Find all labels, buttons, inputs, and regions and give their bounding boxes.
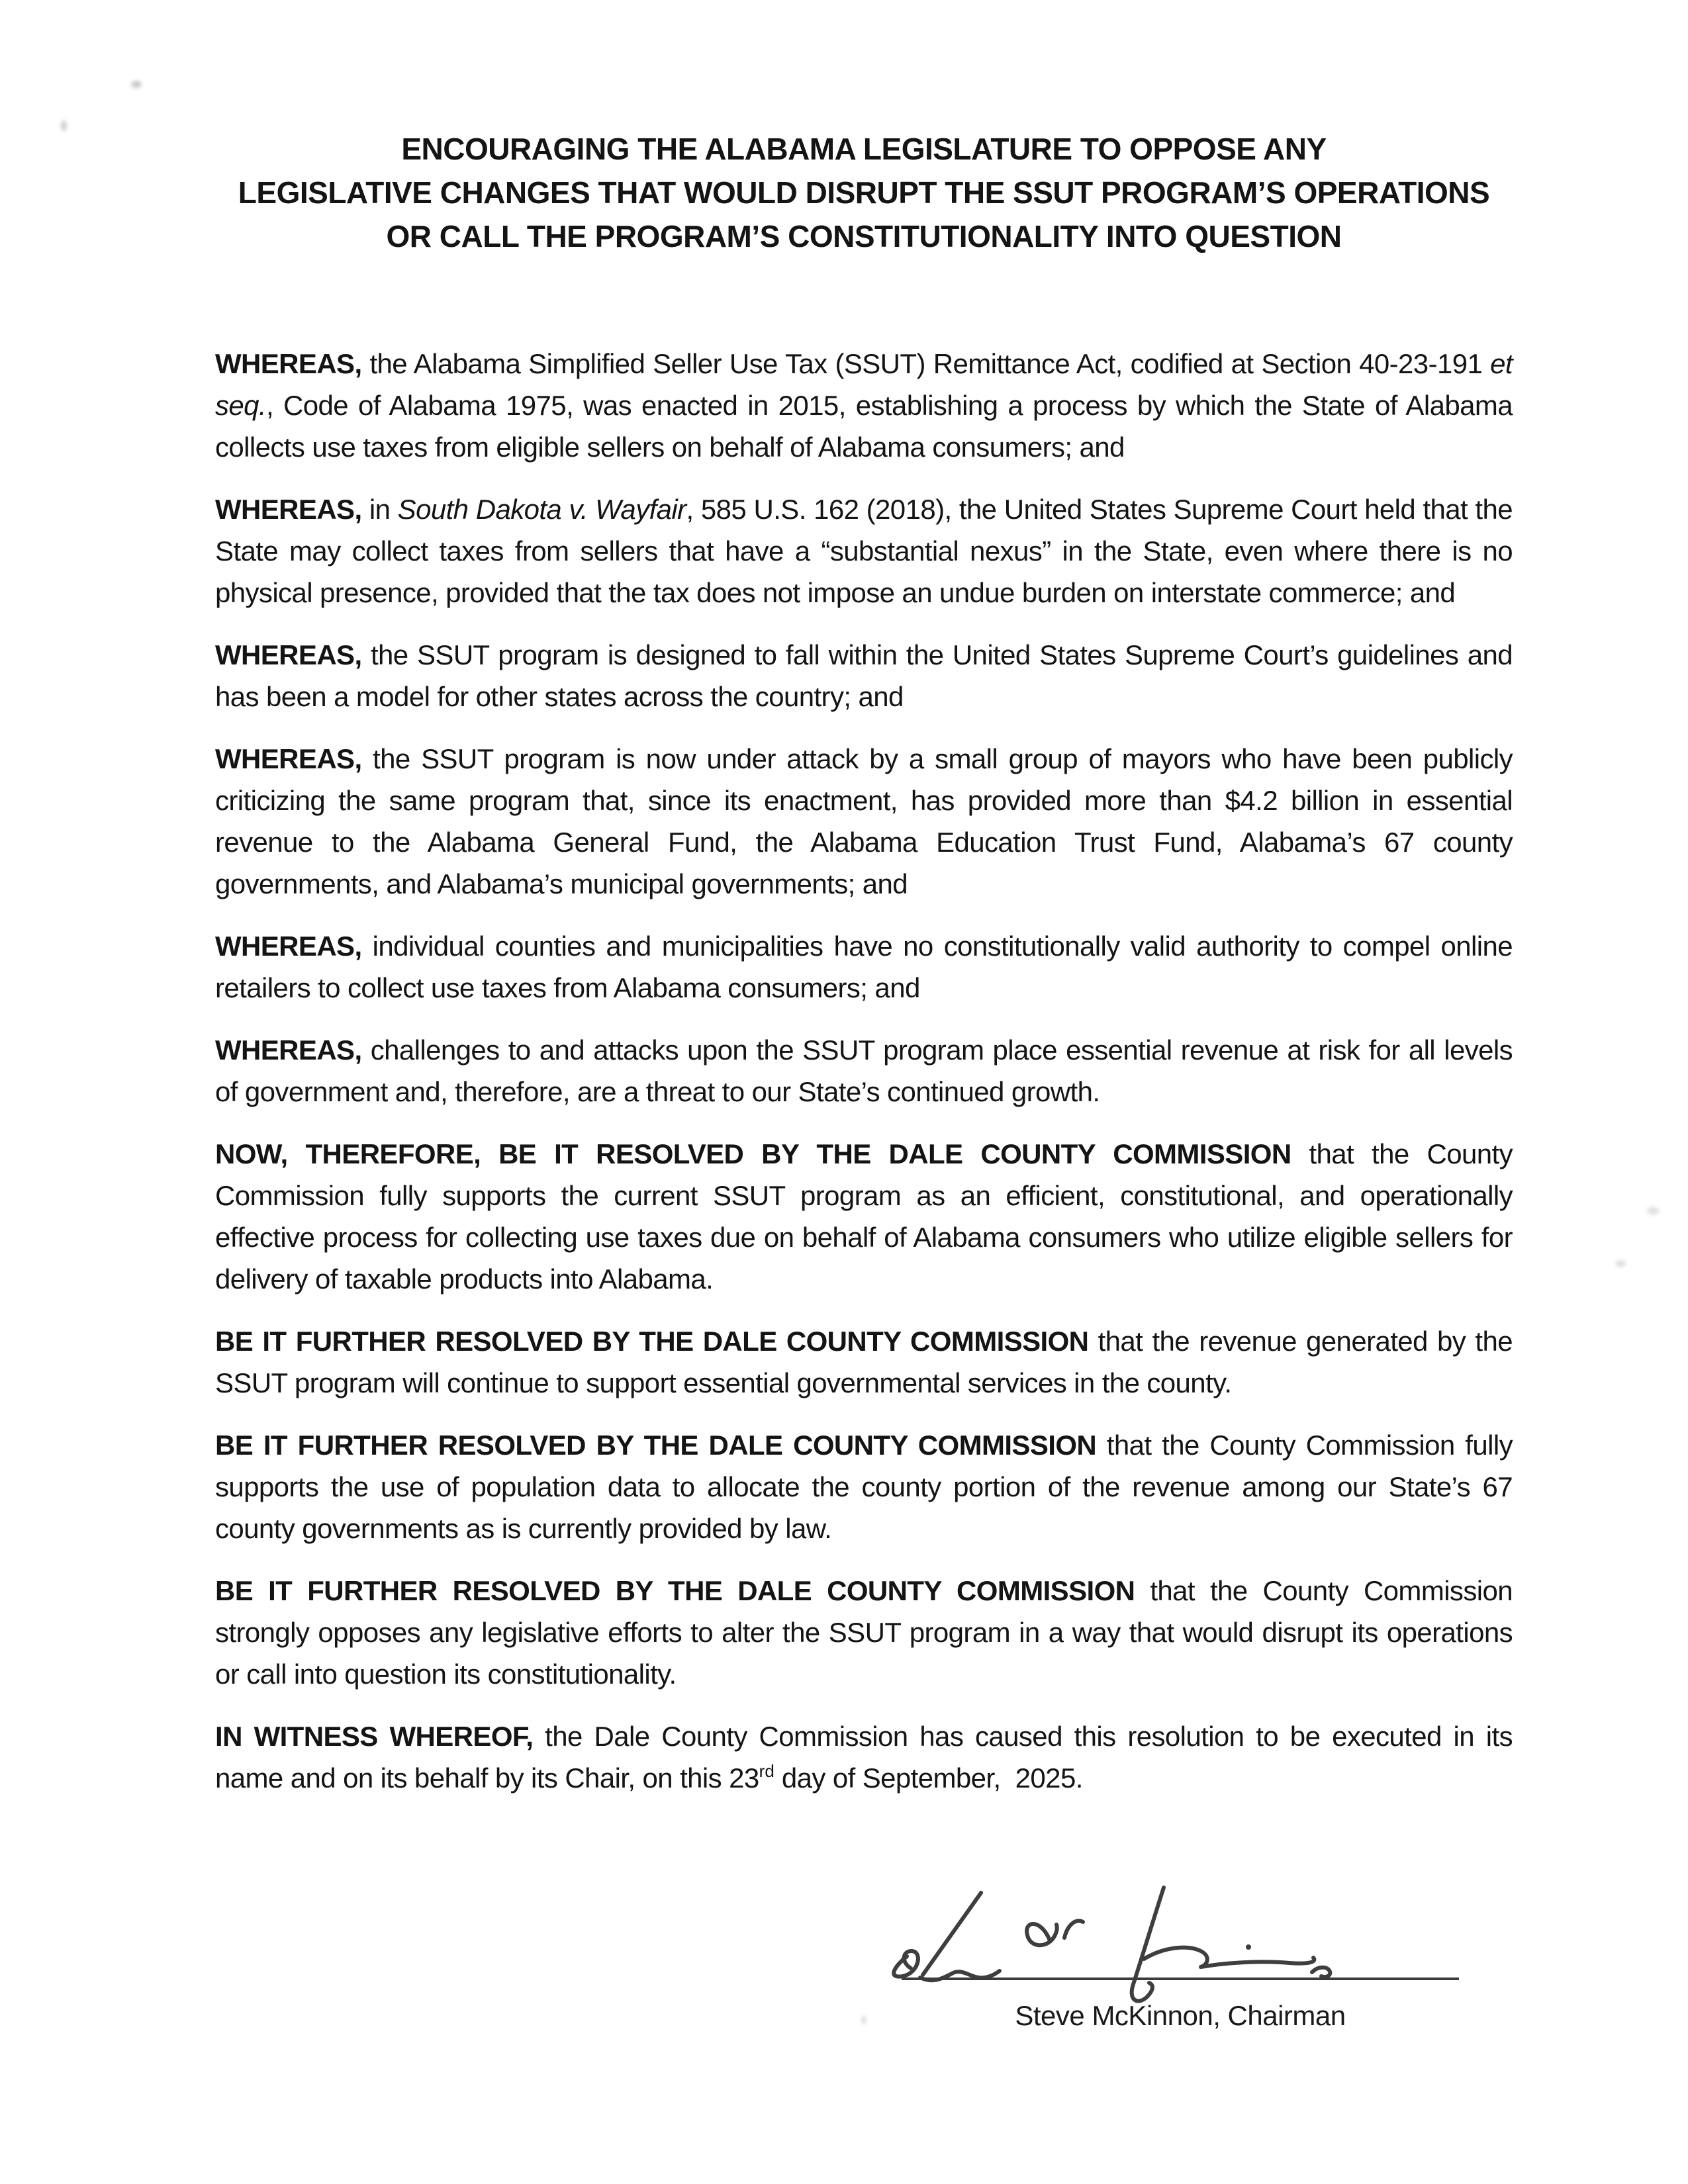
scan-artifact bbox=[131, 81, 142, 88]
scan-artifact bbox=[1647, 1207, 1659, 1214]
paragraph-witness bbox=[215, 1715, 1513, 1799]
whereas-lead: WHEREAS, bbox=[215, 639, 362, 670]
signatory-name: Steve McKinnon, Chairman bbox=[1015, 2000, 1346, 2031]
whereas-lead: WHEREAS, bbox=[215, 494, 362, 525]
whereas-lead: WHEREAS, bbox=[215, 1034, 362, 1066]
document-title bbox=[215, 127, 1513, 258]
scan-artifact bbox=[61, 120, 67, 131]
latin-citation: et seq. bbox=[215, 348, 1513, 421]
paragraph-text: the Alabama Simplified Seller Use Tax (SSUT) Remittance Act, codified at Section 40-23-191 bbox=[361, 348, 1491, 379]
paragraph-text: day of September, 2025. bbox=[774, 1762, 1083, 1794]
paragraph-text: that the County Commission strongly opposes any legislative efforts to alter the SSUT program in a way that would disrupt its operations or call into question its constitutionality. bbox=[215, 1575, 1513, 1690]
paragraph-resolved bbox=[215, 1133, 1513, 1300]
scan-artifact bbox=[1615, 1260, 1626, 1267]
paragraph-text: that the revenue generated by the SSUT program will continue to support essential governmental services in the county. bbox=[215, 1326, 1513, 1398]
paragraph-text: the SSUT program is designed to fall within the United States Supreme Court’s guidelines and has been a model for other states across the country; and bbox=[215, 639, 1513, 712]
title-line-3: OR CALL THE PROGRAM’S CONSTITUTIONALITY INTO QUESTION bbox=[386, 219, 1342, 253]
whereas-lead: WHEREAS, bbox=[215, 743, 362, 774]
paragraph-whereas-1 bbox=[215, 343, 1513, 468]
paragraph-whereas-2 bbox=[215, 488, 1513, 614]
scan-artifact bbox=[862, 2016, 866, 2025]
paragraph-text: in bbox=[361, 494, 398, 525]
paragraph-whereas-6 bbox=[215, 1029, 1513, 1113]
paragraph-text: the SSUT program is now under attack by a small group of mayors who have been publicly criticizing the same program that, since its enactment, has provided more than $4.2 billion in essential revenue to the Alabama General Fund, the Alabama Education Trust Fund, Alabama’s 67 county governments, and Alabama’s municipal governments; and bbox=[215, 743, 1513, 899]
ordinal-suffix: rd bbox=[759, 1761, 774, 1781]
paragraph-whereas-3 bbox=[215, 634, 1513, 717]
title-line-2: LEGISLATIVE CHANGES THAT WOULD DISRUPT THE SSUT PROGRAM’S OPERATIONS bbox=[238, 175, 1490, 210]
paragraph-text: that the County Commission fully supports the current SSUT program as an efficient, constitutional, and operationally effective process for collecting use taxes due on behalf of Alabama consumers who utilize eligible sellers for delivery of taxable products into Alabama. bbox=[215, 1138, 1513, 1295]
paragraph-text: challenges to and attacks upon the SSUT program place essential revenue at risk for all levels of government and, therefore, are a threat to our State’s continued growth. bbox=[215, 1034, 1513, 1107]
paragraph-further-resolved-3 bbox=[215, 1570, 1513, 1695]
title-line-1: ENCOURAGING THE ALABAMA LEGISLATURE TO OPPOSE ANY bbox=[401, 132, 1327, 166]
resolved-lead: BE IT FURTHER RESOLVED BY THE DALE COUNTY COMMISSION bbox=[215, 1575, 1135, 1606]
paragraph-text: the Dale County Commission has caused this resolution to be executed in its name and on its behalf by its Chair, on this 23 bbox=[215, 1721, 1513, 1794]
resolved-lead: BE IT FURTHER RESOLVED BY THE DALE COUNTY COMMISSION bbox=[215, 1430, 1097, 1461]
paragraph-text: , 585 U.S. 162 (2018), the United States Supreme Court held that the State may collect taxes from sellers that have a “substantial nexus” in the State, even where there is no physical presence, provided that the tax does not impose an undue burden on interstate commerce; and bbox=[215, 494, 1513, 608]
paragraph-whereas-4 bbox=[215, 738, 1513, 905]
paragraph-further-resolved-2 bbox=[215, 1424, 1513, 1549]
case-citation: South Dakota v. Wayfair bbox=[397, 494, 686, 525]
paragraph-text: individual counties and municipalities have no constitutionally valid authority to compel online retailers to collect use taxes from Alabama consumers; and bbox=[215, 931, 1513, 1003]
signature-line bbox=[902, 1978, 1459, 1980]
whereas-lead: WHEREAS, bbox=[215, 348, 362, 379]
resolution-body bbox=[215, 343, 1513, 1819]
resolved-lead: NOW, THEREFORE, BE IT RESOLVED BY THE DALE COUNTY COMMISSION bbox=[215, 1138, 1291, 1169]
whereas-lead: WHEREAS, bbox=[215, 931, 362, 962]
resolved-lead: BE IT FURTHER RESOLVED BY THE DALE COUNTY COMMISSION bbox=[215, 1326, 1089, 1357]
paragraph-text: that the County Commission fully supports the use of population data to allocate the county portion of the revenue among our State’s 67 county governments as is currently provided by law. bbox=[215, 1430, 1513, 1544]
witness-lead: IN WITNESS WHEREOF, bbox=[215, 1721, 534, 1752]
paragraph-text: , Code of Alabama 1975, was enacted in 2015, establishing a process by which the State of Alabama collects use taxes from eligible sellers on behalf of Alabama consumers; and bbox=[215, 390, 1513, 463]
paragraph-whereas-5 bbox=[215, 925, 1513, 1009]
signature-ink bbox=[880, 1878, 1410, 2017]
paragraph-further-resolved-1 bbox=[215, 1320, 1513, 1404]
